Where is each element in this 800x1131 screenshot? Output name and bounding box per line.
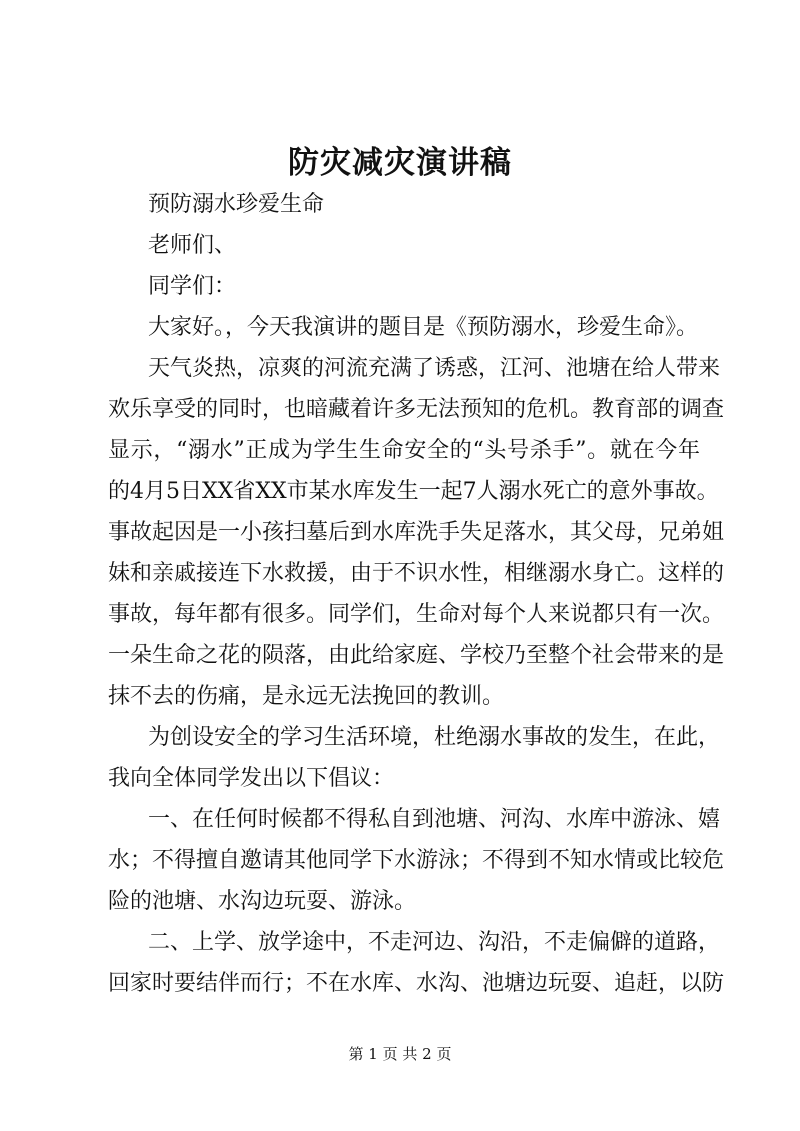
- paragraph-line: 水；不得擅自邀请其他同学下水游泳；不得到不知水情或比较危: [108, 848, 725, 873]
- paragraph-line: 一、在任何时候都不得私自到池塘、河沟、水库中游泳、嬉: [148, 807, 721, 832]
- paragraph-rule-one: [108, 799, 725, 922]
- paragraph-line: 回家时要结伴而行；不在水库、水沟、池塘边玩耍、追赶，以防: [108, 971, 725, 996]
- paragraph-line: 险的池塘、水沟边玩耍、游泳。: [108, 889, 417, 914]
- paragraph-hazards: [108, 348, 725, 717]
- paragraph-line: 事故起因是一小孩扫墓后到水库洗手失足落水，其父母，兄弟姐: [108, 520, 725, 545]
- document-title: 防灾减灾演讲稿: [288, 145, 512, 181]
- paragraph-line: 事故，每年都有很多。同学们，生命对每个人来说都只有一次。: [108, 602, 725, 627]
- paragraph-line: 抹不去的伤痛，是永远无法挽回的教训。: [108, 684, 505, 709]
- document-body: [108, 184, 725, 1004]
- greeting-line: 大家好。，今天我演讲的题目是《预防溺水，珍爱生命》。: [148, 315, 699, 340]
- paragraph-rule-two: [108, 922, 725, 1004]
- paragraph-line: 为创设安全的学习生活环境，杜绝溺水事故的发生，在此，: [148, 725, 721, 750]
- subtitle-line: 预防溺水珍爱生命: [148, 192, 325, 217]
- salutation-students: 同学们：: [148, 274, 237, 299]
- salutation-teachers: 老师们、: [148, 233, 237, 258]
- paragraph-line: 天气炎热，凉爽的河流充满了诱惑，江河、池塘在给人带来: [148, 356, 721, 381]
- paragraph-proposal: [108, 717, 721, 799]
- paragraph-line: 显示，“溺水”正成为学生生命安全的“头号杀手”。就在今年: [108, 438, 700, 463]
- page-footer: 第 1 页 共 2 页: [348, 1045, 452, 1063]
- paragraph-line: 的4月5日XX省XX市某水库发生一起7人溺水死亡的意外事故。: [108, 479, 719, 504]
- paragraph-line: 一朵生命之花的陨落，由此给家庭、学校乃至整个社会带来的是: [108, 643, 725, 668]
- paragraph-line: 欢乐享受的同时，也暗藏着许多无法预知的危机。教育部的调查: [108, 397, 725, 422]
- paragraph-line: 妹和亲戚接连下水救援，由于不识水性，相继溺水身亡。这样的: [108, 561, 725, 586]
- paragraph-line: 我向全体同学发出以下倡议：: [108, 766, 395, 791]
- paragraph-line: 二、上学、放学途中，不走河边、沟沿，不走偏僻的道路，: [148, 930, 721, 955]
